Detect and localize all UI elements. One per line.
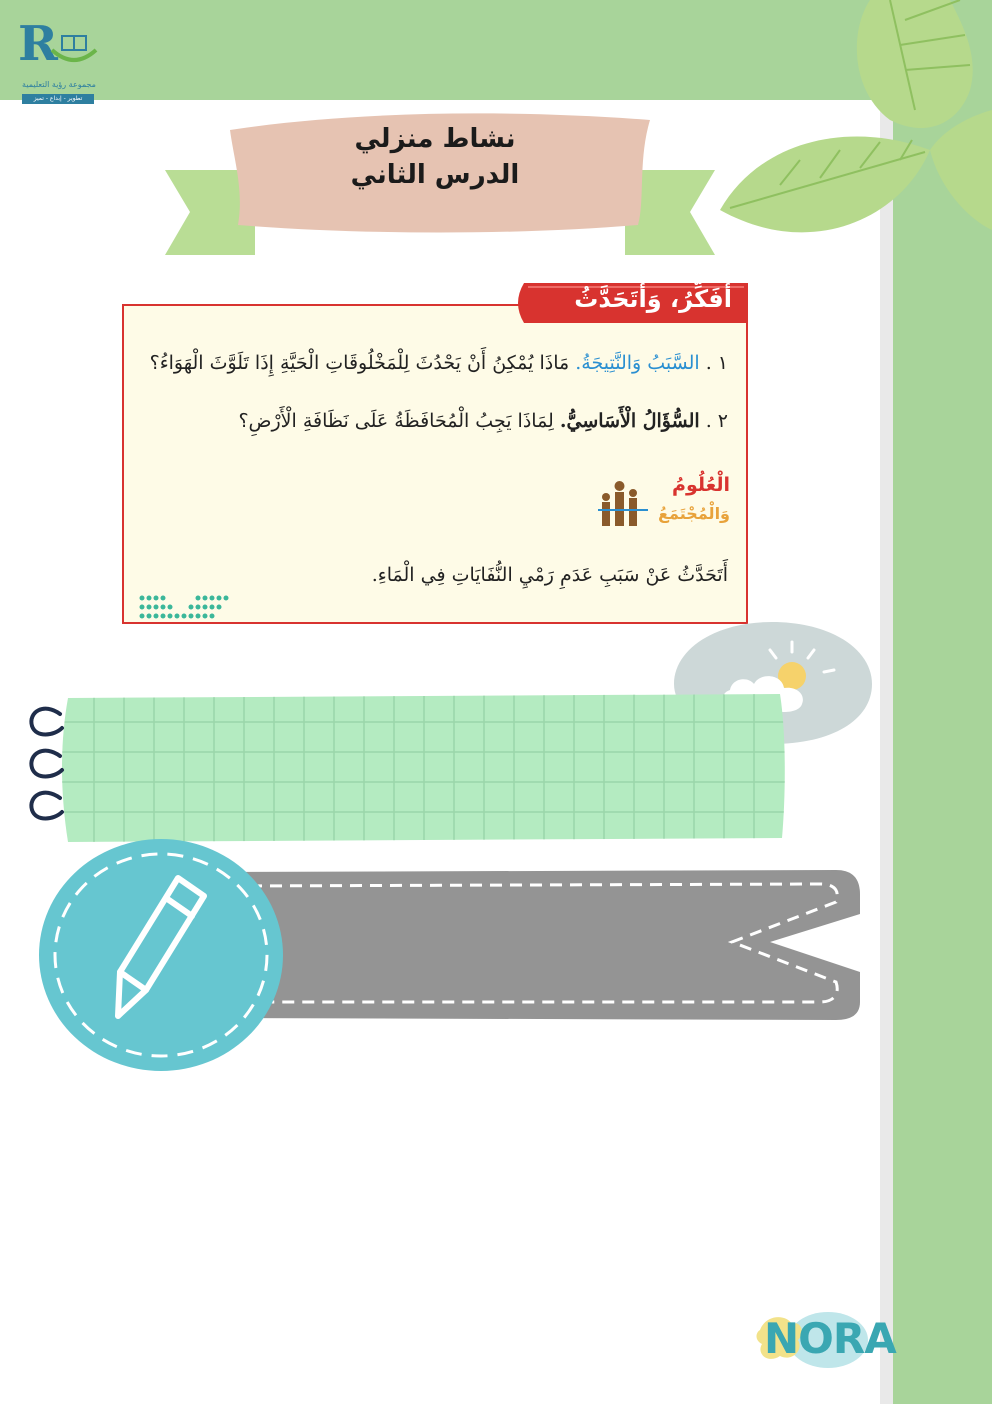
right-green-band xyxy=(893,100,992,1404)
footer-logo xyxy=(756,1310,896,1372)
banner-line-1: نشاط منزلي xyxy=(354,124,516,154)
gray-ribbon xyxy=(200,864,862,1024)
brand-logo xyxy=(14,16,104,102)
banner-title xyxy=(230,114,640,232)
section-label-line-2: وَالْمُجْتَمَعُ xyxy=(658,504,730,523)
pencil-circle xyxy=(38,838,284,1072)
footer-logo-word: NORA xyxy=(764,1314,896,1363)
question-1-text: مَاذَا يُمْكِنُ أَنْ يَحْدُثَ لِلْمَخْلُوقَاتِ الْحَيَّةِ إِذَا تَلَوَّثَ الْهَوَاءُ؟ xyxy=(149,352,570,374)
activity-tab xyxy=(510,281,754,325)
banner-line-2: الدرس الثاني xyxy=(350,160,520,190)
logo-subtitle: مجموعة رؤية التعليمية xyxy=(22,80,96,89)
logo-tagline: تطوير - إبداع - تميز xyxy=(22,94,94,104)
question-2 xyxy=(128,410,728,432)
question-2-lead: السُّؤَالُ الْأَسَاسِيُّ. xyxy=(559,410,700,432)
question-1 xyxy=(128,352,728,374)
question-1-lead: السَّبَبُ وَالنَّتِيجَةُ. xyxy=(575,352,700,374)
section-label-line-1: الْعُلُومُ xyxy=(672,474,730,496)
dots-watermark xyxy=(138,594,232,620)
question-2-number: ٢ . xyxy=(705,410,728,432)
people-icon xyxy=(598,480,648,528)
leaves-decoration xyxy=(700,0,992,270)
activity-tab-label: أُفَكِّرُ، وَأَتَحَدَّثُ xyxy=(574,285,732,313)
logo-letter: R xyxy=(18,16,58,72)
grid-note-card xyxy=(24,692,790,846)
question-2-text: لِمَاذَا يَجِبُ الْمُحَافَظَةُ عَلَى نَظَافَةِ الْأَرْضِ؟ xyxy=(238,410,554,432)
book-icon xyxy=(48,30,100,72)
question-1-number: ١ . xyxy=(705,352,728,374)
page-edge-shadow xyxy=(880,100,893,1404)
question-3: أَتَحَدَّثُ عَنْ سَبَبِ عَدَمِ رَمْيِ النُّفَايَاتِ فِي الْمَاءِ. xyxy=(371,564,728,586)
section-label xyxy=(598,474,732,530)
